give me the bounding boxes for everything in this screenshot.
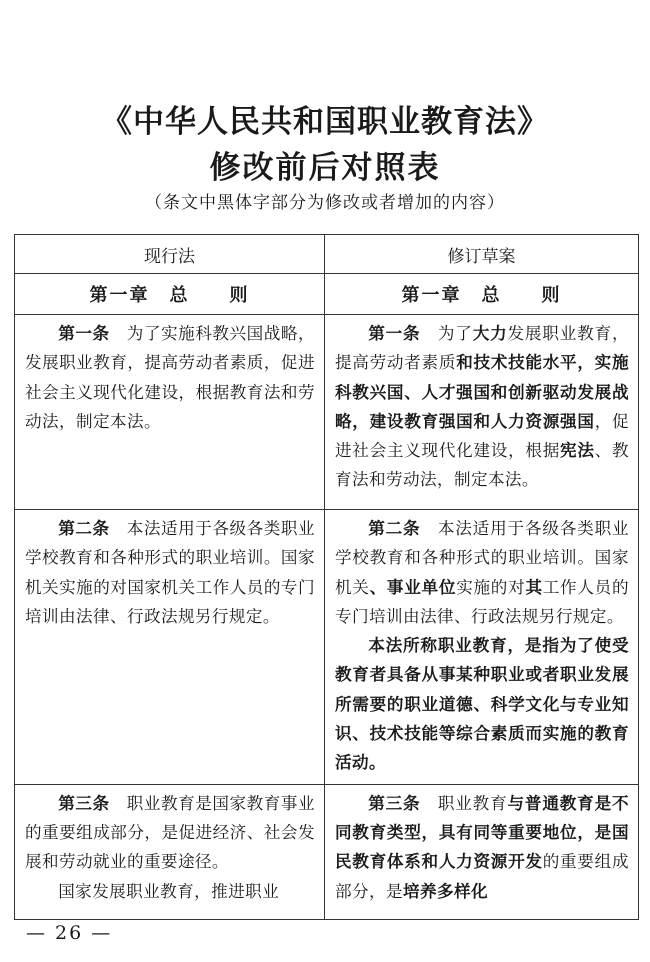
article-number: 第二条 [58,519,110,538]
amended-text: 和技术技能水平，实施科教兴国、人才强国和创新驱动发展战略，建设教育强国和人力资源强国 [335,353,629,431]
article-text: 工作人员的专门培训由法律、行政法规另行规定。 [335,577,629,626]
article-1-draft [325,315,639,510]
article-2-current [15,510,325,785]
chapter-heading-current: 第一章 总 则 [15,274,325,315]
article-1-current [15,315,325,510]
article-text: 本法适用于各级各类职业学校教育和各种形式的职业培训。国家机关 [335,519,629,597]
article-paragraph [25,789,315,877]
table-header-row [15,235,639,274]
amended-text: 与普通教育是不同教育类型，具有同等重要地位，是国民教育体系和人力资源开发 [335,793,629,872]
article-number: 第一条 [368,324,421,343]
article-text: 实施的对 [456,577,526,597]
article-paragraph [25,319,315,436]
article-number: 第二条 [368,519,421,538]
article-text: 国家发展职业教育，推进职业 [58,881,280,901]
comparison-table [14,234,639,920]
article-text: 发展职业教育，提高劳动者素质 [335,324,629,373]
article-paragraph [25,514,315,631]
column-header-draft: 修订草案 [325,235,639,274]
article-text: 本法适用于各级各类职业学校教育和各种形式的职业培训。国家机关实施的对国家机关工作人员的专门培训由法律、行政法规另行规定。 [25,519,315,626]
article-paragraph [335,319,629,495]
page-number: — 26 — [26,922,113,944]
amended-text: 、事业单位 [369,577,457,597]
table-row [15,510,639,785]
article-3-current [15,784,325,919]
table-row [15,784,639,919]
article-number: 第三条 [58,793,110,813]
article-text: 职业教育是国家教育事业的重要组成部分，是促进经济、社会发展和劳动就业的重要途径。 [25,793,315,872]
article-paragraph [335,631,629,777]
amended-text: 大力 [472,324,508,343]
amended-text: 其 [525,577,543,597]
article-text: 的重要组成部分，是 [335,852,629,901]
amended-text: 本法所称职业教育，是指为了使受教育者具备从事某种职业或者职业发展所需要的职业道德、科学文化与专业知识、技术技能等综合素质而实施的教育活动。 [335,636,629,773]
document-note: （条文中黑体字部分为修改或者增加的内容） [145,193,505,213]
article-number: 第一条 [58,324,110,343]
article-text: 为了实施科教兴国战略，发展职业教育，提高劳动者素质，促进社会主义现代化建设，根据教育法和劳动法，制定本法。 [25,324,315,431]
article-paragraph [335,514,629,631]
article-text: ，促进社会主义现代化建设，根据 [335,411,629,461]
article-3-draft [325,784,639,919]
chapter-heading-draft: 第一章 总 则 [325,274,639,315]
chapter-row [15,274,639,315]
document-subtitle-title: 修改前后对照表 [209,150,441,186]
column-header-current-law: 现行法 [15,235,325,274]
article-2-draft [325,510,639,785]
article-paragraph [25,877,315,906]
article-text: 职业教育 [420,793,508,813]
article-paragraph [335,789,629,906]
document-title: 《中华人民共和国职业教育法》 [101,104,549,140]
article-number: 第三条 [368,793,421,813]
table-row [15,315,639,510]
amended-text: 培养多样化 [402,881,488,901]
article-text: 、教育法和劳动法，制定本法。 [335,441,629,490]
article-text: 为了 [420,324,473,343]
amended-text: 宪法 [560,441,595,461]
